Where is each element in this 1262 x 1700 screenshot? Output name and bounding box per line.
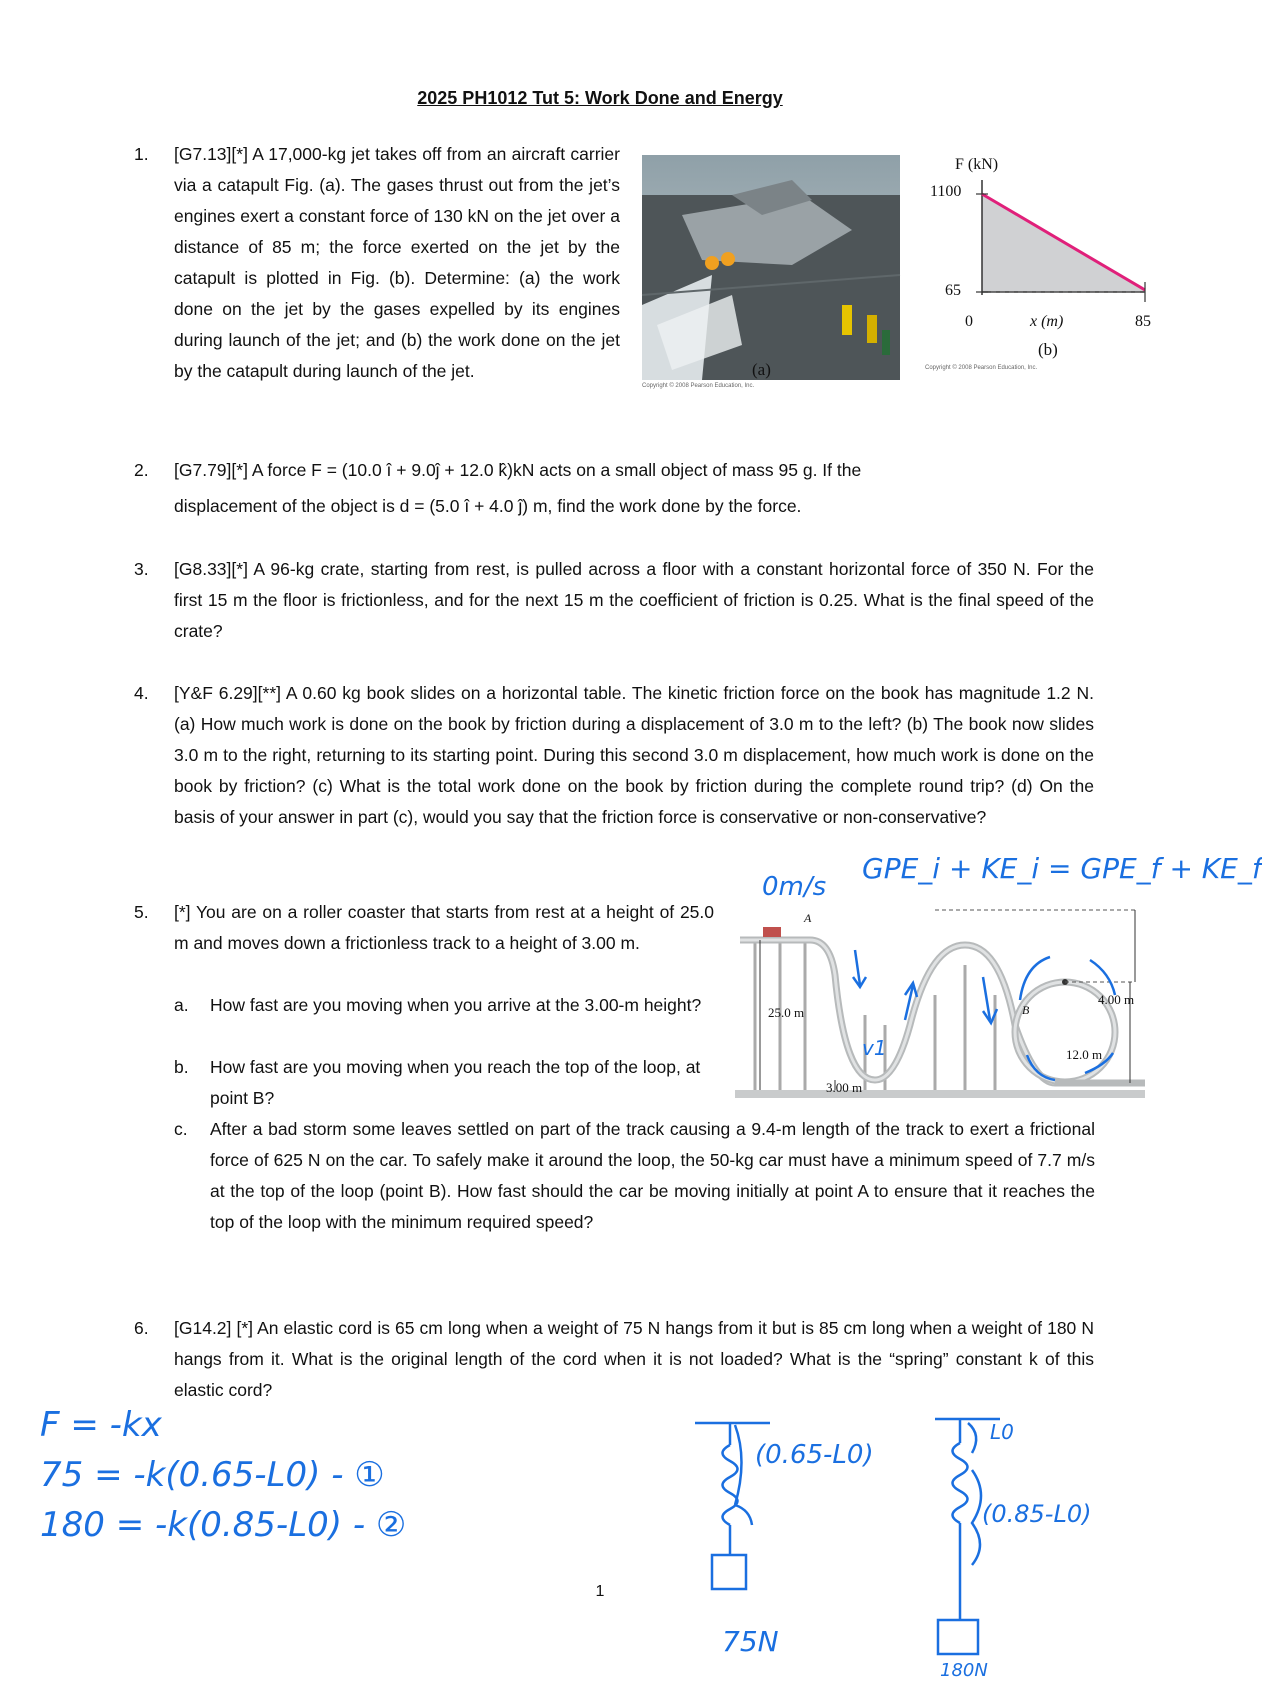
roller-height-12: 12.0 m: [1066, 1047, 1103, 1062]
page-number: 1: [595, 1583, 605, 1600]
fig-b-caption: (b): [1038, 340, 1058, 359]
q4-text: [Y&F 6.29][**] A 0.60 kg book slides on a horizontal table. The kinetic friction force on the book has magnitude 1.2 N. (a) How much work is done on the book by friction during a displacement of 3.0 m to the left? (b) The book now slides 3.0 m to the right, returning to its starting point. During this second 3.0 m displacement, how much work is done on the book by friction? (c) What is the total work done on the book by friction during the complete round trip? (d) On the basis of your answer in part (c), would you say that the friction force is conservative or non-conservative?: [174, 683, 1094, 827]
spring1-weight-label: 75N: [722, 1625, 779, 1658]
fig-a-caption: (a): [752, 360, 771, 379]
fig-b-copyright: Copyright © 2008 Pearson Education, Inc.: [925, 365, 1038, 371]
handwritten-eq2: 180 = -k(0.85-L0) - ②: [40, 1505, 407, 1545]
handwritten-eq1: 75 = -k(0.65-L0) - ①: [40, 1455, 385, 1495]
q2-line2: displacement of the object is d = (5.0 î + 4.0 ĵ) m, find the work done by the force.: [174, 496, 802, 516]
q5-number: 5.: [134, 902, 149, 922]
q6-number: 6.: [134, 1318, 149, 1338]
graph-ytick-top: 1100: [930, 183, 962, 200]
q5a-label: a.: [174, 995, 189, 1015]
roller-height-4: 4.00 m: [1098, 992, 1135, 1007]
graph-ylabel: F (kN): [955, 156, 999, 173]
q3-text: [G8.33][*] A 96-kg crate, starting from rest, is pulled across a floor with a constant horizontal force of 350 N. For the first 15 m the floor is frictionless, and for the next 15 m the coefficient of friction is 0.25. What is the final speed of the crate?: [174, 559, 1094, 641]
q5b-label: b.: [174, 1057, 189, 1077]
graph-ytick-bottom: 65: [945, 282, 961, 299]
spring2-extension-label: (0.85-L0): [982, 1500, 1092, 1528]
fig-a-copyright: Copyright © 2008 Pearson Education, Inc.: [642, 383, 755, 389]
q5a-text: How fast are you moving when you arrive at the 3.00-m height?: [210, 995, 702, 1015]
spring2-l0-label: L0: [990, 1420, 1014, 1444]
q6-text: [G14.2] [*] An elastic cord is 65 cm long when a weight of 75 N hangs from it but is 85 cm long when a weight of 180 N hangs from it. What is the original length of the cord when it is not loaded? What is the “spring” constant k of this elastic cord?: [174, 1318, 1094, 1400]
q4-number: 4.: [134, 683, 149, 703]
graph-xlabel: x (m): [1030, 313, 1064, 330]
roller-point-a: A: [804, 911, 812, 925]
spring2-weight-label: 180N: [940, 1660, 988, 1681]
graph-xtick-end: 85: [1135, 313, 1151, 330]
handwritten-hooke: F = -kx: [40, 1405, 162, 1445]
handwritten-speed: 0m/s: [762, 872, 827, 902]
q5-text: [*] You are on a roller coaster that starts from rest at a height of 25.0 m and moves down a frictionless track to a height of 3.00 m.: [174, 902, 714, 953]
q1-number: 1.: [134, 144, 149, 164]
roller-point-b: B: [1022, 1003, 1030, 1017]
q2-line1: [G7.79][*] A force F = (10.0 î + 9.0ĵ + 12.0 k̂)kN acts on a small object of mass 95 g. If the: [174, 460, 862, 480]
q5c-text: After a bad storm some leaves settled on part of the track causing a 9.4-m length of the track to exert a frictional force of 625 N on the car. To safely make it around the loop, the 50-kg car must have a minimum speed of 7.7 m/s at the top of the loop (point B). How fast should the car be moving initially at point A to ensure that it reaches the top of the loop with the minimum required speed?: [210, 1119, 1095, 1232]
q3-number: 3.: [134, 559, 149, 579]
handwritten-v1: v1: [862, 1036, 887, 1060]
jet-photo: [642, 155, 900, 385]
q1-text: [G7.13][*] A 17,000-kg jet takes off from an aircraft carrier via a catapult Fig. (a). The gases thrust out from the jet’s engines exert a constant force of 130 kN on the jet over a distance of 85 m; the force exerted on the jet by the catapult is plotted in Fig. (b). Determine: (a) the work done on the jet by the gases expelled by its engines during launch of the jet; and (b) the work done on the jet by the catapult during launch of the jet.: [174, 144, 620, 381]
graph-xtick-origin: 0: [965, 313, 973, 330]
roller-height-3: 3.00 m: [826, 1080, 863, 1095]
spring1-length-label: (0.65-L0): [755, 1440, 874, 1470]
roller-height-25: 25.0 m: [768, 1005, 805, 1020]
page-title: 2025 PH1012 Tut 5: Work Done and Energy: [417, 88, 783, 108]
q5b-text: How fast are you moving when you reach the top of the loop, at point B?: [210, 1057, 701, 1108]
q2-number: 2.: [134, 460, 149, 480]
q5c-label: c.: [174, 1119, 188, 1139]
handwritten-energy-equation: GPE_i + KE_i = GPE_f + KE_f: [862, 852, 1262, 885]
